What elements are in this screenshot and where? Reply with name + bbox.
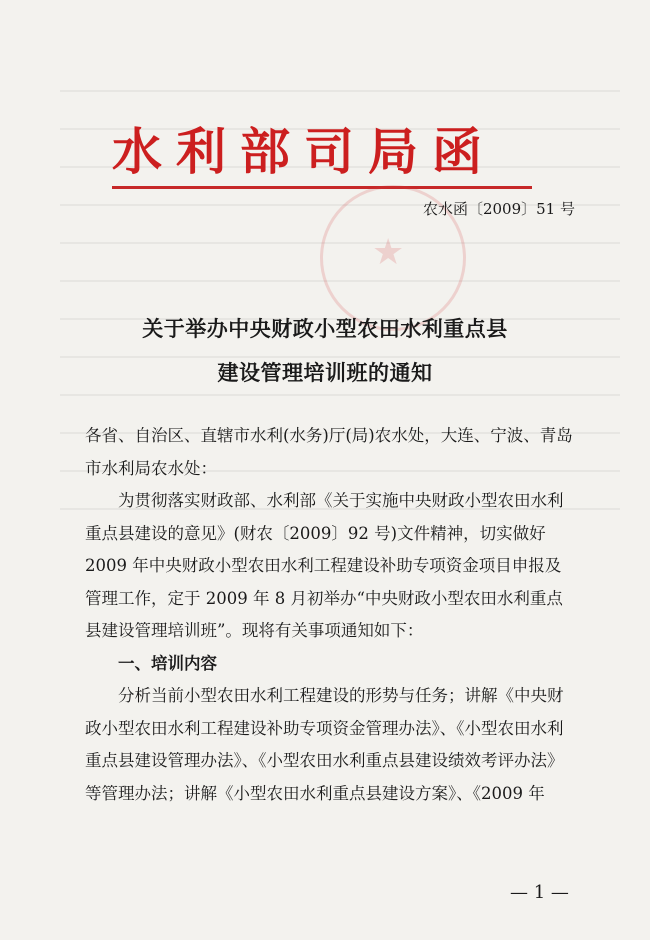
body-paragraph-1: 为贯彻落实财政部、水利部《关于实施中央财政小型农田水利重点县建设的意见》(财农〔2009〕92 号)文件精神，切实做好 2009 年中央财政小型农田水利工程建设补助专项资金项目申报及管理工作，定于 2009 年 8 月初举办“中央财政小型农田水利重点县建设管理培训班”。现将有关事项通知如下： — [85, 491, 564, 640]
section-heading-1: 一、培训内容 — [118, 653, 217, 673]
letterhead-rule — [112, 186, 532, 189]
seal-star-icon: ★ — [372, 232, 405, 273]
notice-body — [85, 420, 575, 810]
page-number: — 1 — — [510, 882, 569, 903]
notice-title-line1: 关于举办中央财政小型农田水利重点县 — [142, 317, 508, 341]
letterhead-title: 水利部司局函 — [112, 122, 496, 181]
notice-title-line2: 建设管理培训班的通知 — [217, 361, 433, 385]
body-paragraph-2: 分析当前小型农田水利工程建设的形势与任务；讲解《中央财政小型农田水利工程建设补助专项资金管理办法》、《小型农田水利重点县建设管理办法》、《小型农田水利重点县建设绩效考评办法》等管理办法；讲解《小型农田水利重点县建设方案》、《2009 年 — [85, 686, 564, 803]
addressee: 各省、自治区、直辖市水利(水务)厅(局)农水处，大连、宁波、青岛市水利局农水处： — [85, 426, 573, 478]
document-number: 农水函〔2009〕51 号 — [422, 200, 575, 218]
